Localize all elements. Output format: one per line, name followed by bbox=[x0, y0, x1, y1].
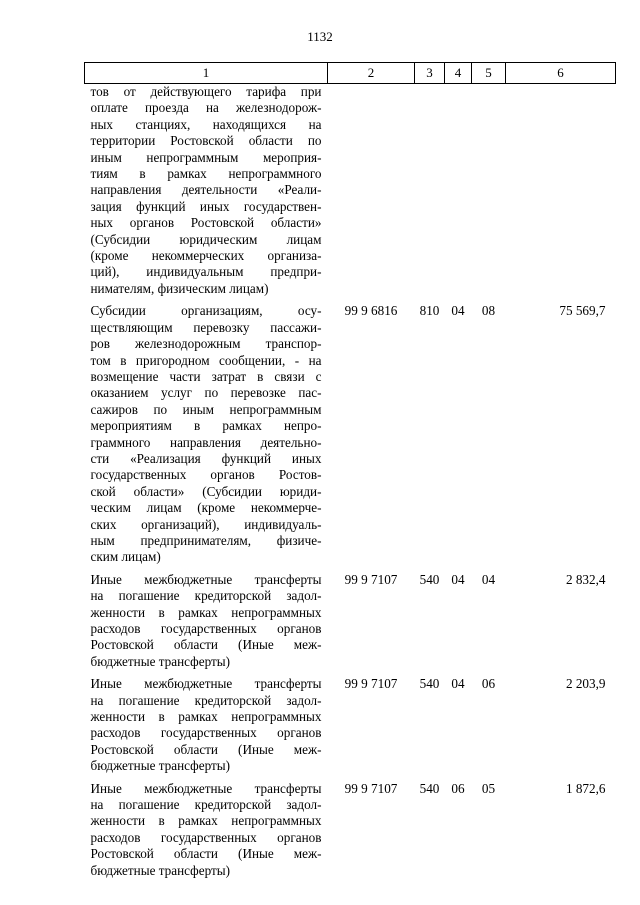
row-amount: 1 872,6 bbox=[565, 780, 606, 796]
table-row bbox=[85, 676, 616, 774]
description-line: иным непрограммным мероприя- bbox=[90, 149, 322, 165]
header-row bbox=[85, 63, 616, 84]
header-col-5: 5 bbox=[472, 63, 506, 84]
description-line: мероприятиям в рамках непро- bbox=[90, 418, 322, 434]
header-col-6: 6 bbox=[506, 63, 616, 84]
row-description bbox=[85, 676, 328, 774]
row-target-article: 99 9 6816 bbox=[344, 303, 398, 319]
table-row bbox=[85, 572, 616, 670]
description-line: Ростовской области (Иные меж- bbox=[90, 846, 322, 862]
description-line: бюджетные трансферты) bbox=[90, 653, 230, 669]
description-line: ской области» (Субсидии юриди- bbox=[90, 483, 322, 499]
description-line: ных органов Ростовской области» bbox=[90, 215, 322, 231]
description-line: территории Ростовской области по bbox=[90, 133, 322, 149]
row-description bbox=[85, 84, 328, 298]
description-line: расходов государственных органов bbox=[90, 621, 322, 636]
row-section: 06 bbox=[451, 780, 465, 796]
description-line: оказанием услуг по перевозке пас- bbox=[90, 385, 322, 401]
description-line: Ростовской области (Иные меж- bbox=[90, 637, 322, 653]
description-line: сти «Реализация функций иных bbox=[90, 450, 322, 466]
description-line: женности в рамках непрограммных bbox=[90, 709, 322, 725]
row-target-article: 99 9 7107 bbox=[344, 780, 398, 796]
description-line: сажиров по иным непрограммным bbox=[90, 401, 322, 417]
description-line: Иные межбюджетные трансферты bbox=[90, 571, 322, 587]
row-expense-type: 810 bbox=[419, 303, 440, 319]
header-col-3: 3 bbox=[415, 63, 445, 84]
description-line: на погашение кредиторской задол- bbox=[90, 588, 322, 604]
description-line: ским лицам) bbox=[90, 549, 161, 565]
description-line: (кроме некоммерческих организа- bbox=[90, 248, 322, 264]
description-line: ных станциях, находящихся на bbox=[90, 116, 322, 132]
row-expense-type: 540 bbox=[419, 676, 440, 692]
description-line: зация функций иных государствен- bbox=[90, 198, 322, 214]
header-col-4: 4 bbox=[445, 63, 472, 84]
description-line: направления деятельности «Реали- bbox=[90, 182, 322, 198]
row-subsection: 05 bbox=[481, 780, 496, 796]
row-expense-type: 540 bbox=[419, 780, 440, 796]
description-line: на погашение кредиторской задол- bbox=[90, 692, 322, 708]
row-section: 04 bbox=[451, 571, 465, 587]
row-amount: 75 569,7 bbox=[559, 303, 606, 319]
row-description bbox=[85, 781, 328, 879]
row-section bbox=[445, 84, 472, 298]
budget-table bbox=[84, 62, 616, 879]
description-line: ских организаций), индивидуаль- bbox=[90, 516, 322, 532]
row-description bbox=[85, 572, 328, 670]
description-line: Иные межбюджетные трансферты bbox=[90, 780, 322, 796]
table-row bbox=[85, 84, 616, 298]
description-line: Субсидии организациям, осу- bbox=[90, 303, 322, 319]
header-col-1: 1 bbox=[85, 63, 328, 84]
description-line: на погашение кредиторской задол- bbox=[90, 797, 322, 813]
row-target-article: 99 9 7107 bbox=[344, 676, 398, 692]
row-expense-type: 540 bbox=[419, 571, 440, 587]
description-line: Иные межбюджетные трансферты bbox=[90, 676, 322, 692]
row-expense-type bbox=[415, 84, 445, 298]
description-line: ществляющим перевозку пассажи- bbox=[90, 319, 322, 335]
header-col-2: 2 bbox=[328, 63, 415, 84]
description-line: бюджетные трансферты) bbox=[90, 758, 230, 774]
row-target-article bbox=[328, 84, 415, 298]
row-section: 04 bbox=[451, 303, 465, 319]
row-subsection: 04 bbox=[481, 571, 496, 587]
description-line: тов от действующего тарифа при bbox=[90, 84, 322, 99]
row-amount: 2 203,9 bbox=[565, 676, 606, 692]
description-line: ческим лицам (кроме некоммерче- bbox=[90, 500, 322, 516]
description-line: женности в рамках непрограммных bbox=[90, 604, 322, 620]
description-line: (Субсидии юридическим лицам bbox=[90, 231, 322, 247]
description-line: ров железнодорожным транспор- bbox=[90, 336, 322, 352]
table-row bbox=[85, 781, 616, 879]
description-line: граммного направления деятельно- bbox=[90, 434, 322, 450]
description-line: том в пригородном сообщении, - на bbox=[90, 352, 322, 368]
row-section: 04 bbox=[451, 676, 465, 692]
description-line: государственных органов Ростов- bbox=[90, 467, 322, 483]
description-line: Ростовской области (Иные меж- bbox=[90, 741, 322, 757]
row-target-article: 99 9 7107 bbox=[344, 571, 398, 587]
page-number: 1132 bbox=[307, 29, 333, 44]
table-body bbox=[85, 84, 616, 880]
description-line: возмещение части затрат в связи с bbox=[90, 368, 322, 384]
description-line: расходов государственных органов bbox=[90, 725, 322, 741]
description-line: бюджетные трансферты) bbox=[90, 862, 230, 878]
description-line: ций), индивидуальным предпри- bbox=[90, 264, 322, 280]
description-line: женности в рамках непрограммных bbox=[90, 813, 322, 829]
row-amount: 2 832,4 bbox=[565, 571, 606, 587]
row-subsection: 06 bbox=[481, 676, 496, 692]
description-line: нимателям, физическим лицам) bbox=[90, 280, 269, 296]
row-amount bbox=[506, 84, 616, 298]
description-line: оплате проезда на железнодорож- bbox=[90, 100, 322, 116]
row-subsection: 08 bbox=[481, 303, 496, 319]
table-row bbox=[85, 303, 616, 566]
description-line: ным предпринимателям, физиче- bbox=[90, 532, 322, 548]
description-line: расходов государственных органов bbox=[90, 829, 322, 845]
description-line: тиям в рамках непрограммного bbox=[90, 166, 322, 182]
row-subsection bbox=[472, 84, 506, 298]
row-description bbox=[85, 303, 328, 566]
